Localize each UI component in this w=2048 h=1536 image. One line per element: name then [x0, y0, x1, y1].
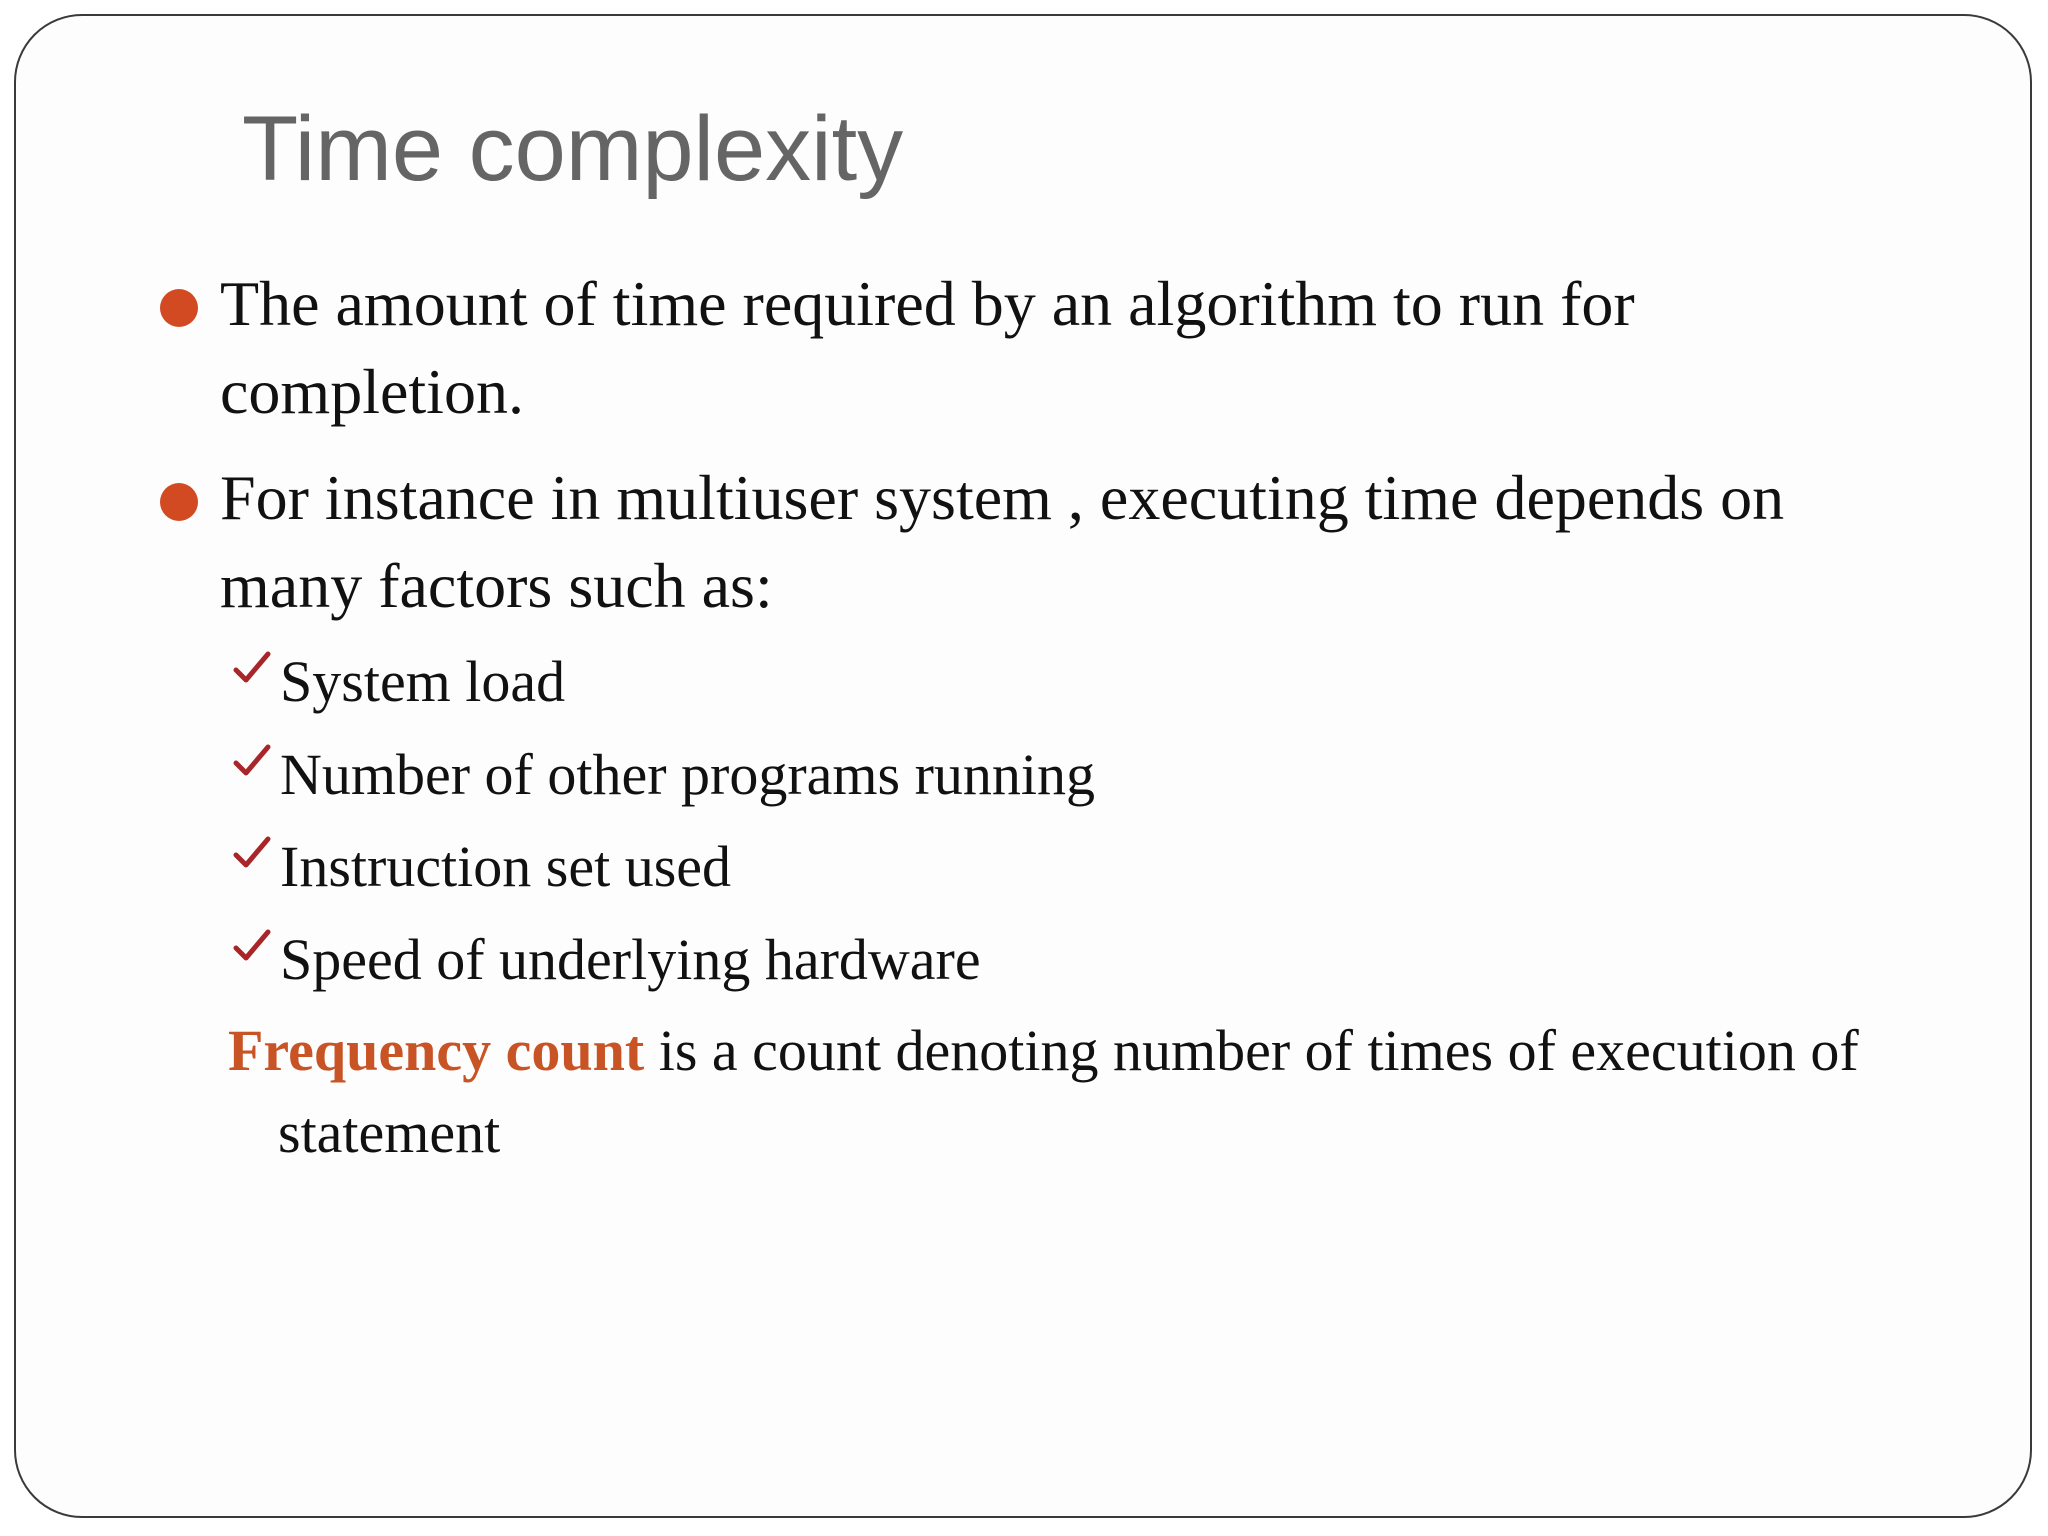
bullet-icon — [160, 289, 198, 327]
check-mark-icon — [232, 741, 272, 781]
bullet-text: For instance in multiuser system , executing time depends on many factors such as: — [220, 462, 1785, 621]
factor-text: Number of other programs running — [280, 742, 1096, 807]
frequency-count-term: Frequency count — [228, 1018, 645, 1083]
frequency-count-note — [228, 1010, 2038, 1174]
factor-item-hardware-speed — [280, 920, 981, 1000]
factor-item-system-load — [280, 642, 565, 722]
check-mark-icon — [232, 926, 272, 966]
factor-text: Instruction set used — [280, 834, 732, 899]
factor-text: Speed of underlying hardware — [280, 927, 981, 992]
factor-item-other-programs — [280, 735, 1095, 815]
slide-title: Time complexity — [242, 98, 904, 200]
bullet-icon — [160, 483, 198, 521]
factor-item-instruction-set — [280, 827, 731, 907]
factor-text: System load — [280, 649, 566, 714]
bullet-item-time-definition — [220, 260, 1920, 436]
check-mark-icon — [232, 833, 272, 873]
bullet-item-multiuser-example — [220, 454, 1920, 630]
frequency-count-description: is a count denoting number of times of execution of statement — [278, 1018, 1859, 1165]
bullet-text: The amount of time required by an algorithm to run for completion. — [220, 268, 1635, 427]
check-mark-icon — [232, 648, 272, 688]
slide-frame — [14, 14, 2032, 1518]
